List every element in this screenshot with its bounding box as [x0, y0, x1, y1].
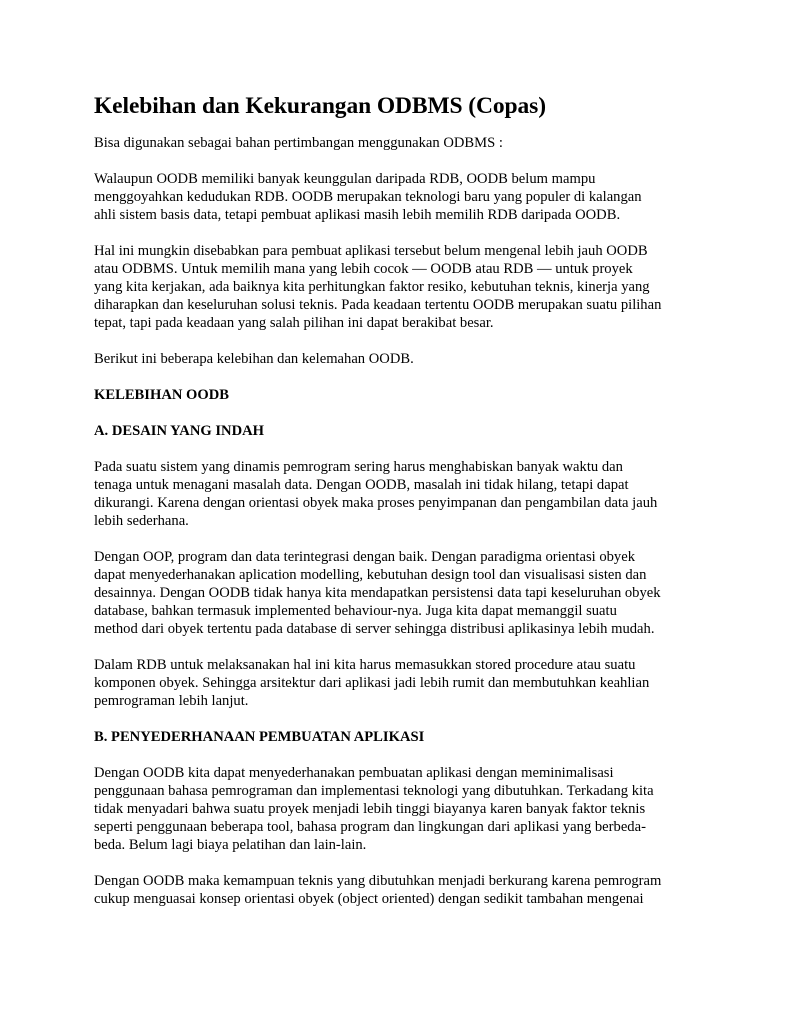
text-line: desainnya. Dengan OODB tidak hanya kita mendapatkan persistensi data tapi keseluruhan obyek — [94, 585, 661, 601]
body-paragraph — [94, 548, 706, 638]
section-heading — [94, 728, 706, 746]
text-line: B. PENYEDERHANAAN PEMBUATAN APLIKASI — [94, 729, 425, 745]
text-line: dapat menyederhanakan aplication modelling, kebutuhan design tool dan visualisasi sisten dan — [94, 567, 647, 583]
text-line: Dengan OODB maka kemampuan teknis yang dibutuhkan menjadi berkurang karena pemrogram — [94, 873, 662, 889]
text-line: tidak menyadari bahwa suatu proyek menjadi lebih tinggi biayanya karen banyak faktor teknis — [94, 801, 646, 817]
section-heading — [94, 422, 706, 440]
text-line: diharapkan dan keseluruhan solusi teknis. Pada keadaan tertentu OODB merupakan suatu pilihan — [94, 297, 662, 313]
text-line: KELEBIHAN OODB — [94, 387, 230, 403]
body-paragraph — [94, 134, 706, 152]
body-paragraph — [94, 170, 706, 224]
body-paragraph — [94, 872, 706, 908]
text-line: lebih sederhana. — [94, 513, 189, 529]
text-line: komponen obyek. Sehingga arsitektur dari aplikasi jadi lebih rumit dan membutuhkan keahlian — [94, 675, 650, 691]
text-line: Walaupun OODB memiliki banyak keunggulan daripada RDB, OODB belum mampu — [94, 171, 596, 187]
text-line: Berikut ini beberapa kelebihan dan kelemahan OODB. — [94, 351, 414, 367]
body-paragraph — [94, 656, 706, 710]
text-line: seperti penggunaan beberapa tool, bahasa program dan lingkungan dari aplikasi yang berbeda- — [94, 819, 646, 835]
text-line: A. DESAIN YANG INDAH — [94, 423, 265, 439]
text-line: pemrograman lebih lanjut. — [94, 693, 249, 709]
text-line: Dengan OOP, program dan data terintegrasi dengan baik. Dengan paradigma orientasi obyek — [94, 549, 636, 565]
text-line: ahli sistem basis data, tetapi pembuat aplikasi masih lebih memilih RDB daripada OODB. — [94, 207, 621, 223]
text-line: method dari obyek tertentu pada database di server sehingga distribusi aplikasinya lebih mudah. — [94, 621, 655, 637]
body-paragraph — [94, 350, 706, 368]
text-line: Hal ini mungkin disebabkan para pembuat aplikasi tersebut belum mengenal lebih jauh OODB — [94, 243, 648, 259]
text-line: atau ODBMS. Untuk memilih mana yang lebih cocok — OODB atau RDB — untuk proyek — [94, 261, 633, 277]
text-line: Pada suatu sistem yang dinamis pemrogram sering harus menghabiskan banyak waktu dan — [94, 459, 623, 475]
body-paragraph — [94, 764, 706, 854]
text-line: yang kita kerjakan, ada baiknya kita perhitungkan faktor resiko, kebutuhan teknis, kinerja yang — [94, 279, 650, 295]
body-paragraph — [94, 242, 706, 332]
text-line: Dalam RDB untuk melaksanakan hal ini kita harus memasukkan stored procedure atau suatu — [94, 657, 636, 673]
section-heading — [94, 386, 706, 404]
text-line: beda. Belum lagi biaya pelatihan dan lain-lain. — [94, 837, 367, 853]
text-line: dikurangi. Karena dengan orientasi obyek maka proses penyimpanan dan pengambilan data jauh — [94, 495, 658, 511]
text-line: Dengan OODB kita dapat menyederhanakan pembuatan aplikasi dengan meminimalisasi — [94, 765, 614, 781]
text-line: menggoyahkan kedudukan RDB. OODB merupakan teknologi baru yang populer di kalangan — [94, 189, 642, 205]
text-line: penggunaan bahasa pemrograman dan implementasi teknologi yang dibutuhkan. Terkadang kita — [94, 783, 654, 799]
body-paragraph — [94, 458, 706, 530]
text-line: tenaga untuk menagani masalah data. Dengan OODB, masalah ini tidak hilang, tetapi dapat — [94, 477, 629, 493]
text-line: cukup menguasai konsep orientasi obyek (object oriented) dengan sedikit tambahan mengenai — [94, 891, 644, 907]
document-body — [94, 134, 706, 908]
document-title: Kelebihan dan Kekurangan ODBMS (Copas) — [94, 93, 546, 119]
document-page — [94, 92, 706, 926]
text-line: database, bahkan termasuk implemented behaviour-nya. Juga kita dapat memanggil suatu — [94, 603, 617, 619]
text-line: Bisa digunakan sebagai bahan pertimbangan menggunakan ODBMS : — [94, 135, 503, 151]
text-line: tepat, tapi pada keadaan yang salah pilihan ini dapat berakibat besar. — [94, 315, 494, 331]
